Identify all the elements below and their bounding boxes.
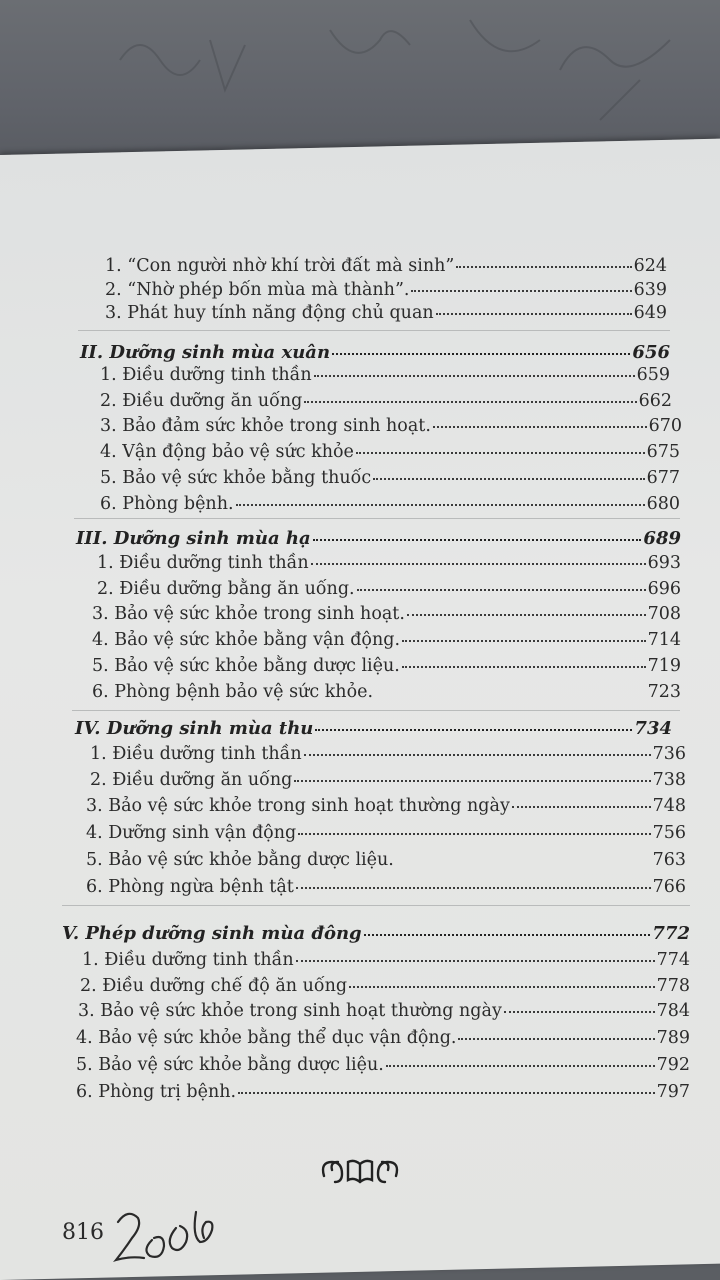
toc-entry-page: 738 — [652, 770, 686, 790]
section-divider — [74, 518, 680, 519]
toc-entry-label: 3. Bảo vệ sức khỏe trong sinh hoạt thường ngày — [86, 796, 510, 816]
toc-entry-label: 6. Phòng trị bệnh. — [76, 1082, 237, 1102]
leader-dots — [311, 563, 646, 565]
toc-entry — [92, 682, 681, 702]
toc-entry-label: 6. Phòng bệnh bảo vệ sức khỏe. — [92, 682, 374, 702]
toc-entry — [100, 442, 680, 462]
toc-entry — [100, 468, 680, 488]
toc-entry-page: 763 — [652, 850, 686, 870]
leader-dots — [364, 934, 651, 936]
leader-dots — [349, 986, 655, 988]
book-ornament-icon — [318, 1150, 402, 1190]
leader-dots — [396, 860, 651, 862]
toc-entry-page: 723 — [647, 682, 681, 702]
toc-section-heading — [62, 923, 690, 944]
toc-entry-page: 693 — [647, 553, 681, 573]
leader-dots — [304, 754, 651, 756]
leader-dots — [373, 478, 644, 480]
toc-entry-label: 6. Phòng ngừa bệnh tật — [86, 877, 294, 897]
toc-entry — [86, 850, 686, 870]
toc-entry — [105, 303, 667, 323]
toc-entry — [86, 877, 686, 897]
toc-entry-label: 1. Điều dưỡng tinh thần — [90, 744, 302, 764]
leader-dots — [236, 504, 645, 506]
section-page: 656 — [632, 342, 670, 363]
toc-entry-page: 659 — [636, 365, 670, 385]
toc-entry — [76, 1082, 690, 1102]
toc-entry-page: 680 — [646, 494, 680, 514]
toc-entry-page: 719 — [647, 656, 681, 676]
section-divider — [62, 905, 690, 906]
toc-entry — [97, 579, 681, 599]
toc-entry-page: 696 — [647, 579, 681, 599]
handwritten-note — [112, 1198, 232, 1268]
leader-dots — [456, 266, 631, 268]
leader-dots — [313, 539, 642, 541]
toc-entry-label: 5. Bảo vệ sức khỏe bằng thuốc — [100, 468, 372, 488]
page-number: 816 — [62, 1220, 104, 1245]
leader-dots — [294, 780, 650, 782]
toc-entry — [92, 630, 681, 650]
toc-entry-label: 2. Điều dưỡng bằng ăn uống. — [97, 579, 355, 599]
toc-entry-label: 3. Bảo vệ sức khỏe trong sinh hoạt. — [92, 604, 405, 624]
toc-entry-label: 1. Điều dưỡng tinh thần — [82, 950, 294, 970]
toc-entry — [105, 256, 667, 276]
toc-entry-page: 639 — [633, 280, 667, 300]
section-page: 734 — [634, 718, 672, 739]
toc-entry-page: 670 — [648, 416, 682, 436]
section-title: IV. Dưỡng sinh mùa thu — [75, 718, 314, 739]
toc-section-heading — [75, 718, 672, 739]
section-page: 772 — [652, 923, 690, 944]
section-title: III. Dưỡng sinh mùa hạ — [76, 528, 311, 549]
toc-entry-label: 4. Dưỡng sinh vận động — [86, 823, 297, 843]
toc-entry-label: 3. Phát huy tính năng động chủ quan — [105, 303, 434, 323]
toc-entry-label: 2. Điều dưỡng ăn uống — [100, 391, 303, 411]
leader-dots — [315, 729, 632, 731]
toc-entry-label: 2. Điều dưỡng ăn uống — [90, 770, 293, 790]
toc-entry — [86, 823, 686, 843]
leader-dots — [357, 589, 646, 591]
section-page: 689 — [643, 528, 681, 549]
toc-entry-page: 736 — [652, 744, 686, 764]
leader-dots — [504, 1011, 655, 1013]
toc-entry-page: 708 — [647, 604, 681, 624]
toc-entry-page: 774 — [656, 950, 690, 970]
toc-entry-page: 756 — [652, 823, 686, 843]
toc-entry-page: 748 — [652, 796, 686, 816]
toc-entry — [100, 494, 680, 514]
toc-entry — [76, 1055, 690, 1075]
toc-entry-page: 624 — [633, 256, 667, 276]
toc-entry-label: 4. Bảo vệ sức khỏe bằng vận động. — [92, 630, 401, 650]
leader-dots — [304, 401, 636, 403]
toc-entry-page: 784 — [656, 1001, 690, 1021]
leader-dots — [298, 833, 650, 835]
toc-section-heading — [80, 342, 670, 363]
toc-entry-page: 649 — [633, 303, 667, 323]
leader-dots — [238, 1092, 654, 1094]
toc-entry-label: 3. Bảo đảm sức khỏe trong sinh hoạt. — [100, 416, 431, 436]
toc-entry-label: 1. “Con người nhờ khí trời đất mà sinh” — [105, 256, 455, 276]
toc-entry — [100, 416, 682, 436]
toc-entry-page: 778 — [656, 976, 690, 996]
toc-entry — [97, 553, 681, 573]
toc-entry — [86, 796, 686, 816]
toc-entry-page: 792 — [656, 1055, 690, 1075]
leader-dots — [433, 426, 647, 428]
section-divider — [78, 330, 670, 331]
toc-entry-label: 4. Bảo vệ sức khỏe bằng thể dục vận động. — [76, 1028, 457, 1048]
leader-dots — [375, 692, 646, 694]
toc-entry-page: 714 — [647, 630, 681, 650]
toc-entry-page: 789 — [656, 1028, 690, 1048]
toc-entry-label: 2. “Nhờ phép bốn mùa mà thành”. — [105, 280, 410, 300]
leader-dots — [436, 313, 632, 315]
toc-entry-label: 5. Bảo vệ sức khỏe bằng dược liệu. — [86, 850, 394, 870]
leader-dots — [402, 666, 646, 668]
toc-entry — [90, 770, 686, 790]
toc-section-heading — [76, 528, 681, 549]
toc-entry-label: 1. Điều dưỡng tinh thần — [100, 365, 312, 385]
toc-entry — [82, 950, 690, 970]
leader-dots — [314, 375, 635, 377]
leader-dots — [296, 887, 651, 889]
toc-entry-page: 675 — [646, 442, 680, 462]
toc-entry-label: 6. Phòng bệnh. — [100, 494, 234, 514]
leader-dots — [407, 614, 646, 616]
toc-entry — [100, 391, 672, 411]
toc-entry-page: 766 — [652, 877, 686, 897]
toc-entry-label: 5. Bảo vệ sức khỏe bằng dược liệu. — [76, 1055, 384, 1075]
toc-entry-page: 662 — [638, 391, 672, 411]
toc-entry-label: 1. Điều dưỡng tinh thần — [97, 553, 309, 573]
leader-dots — [512, 806, 651, 808]
leader-dots — [411, 290, 631, 292]
toc-entry-label: 5. Bảo vệ sức khỏe bằng dược liệu. — [92, 656, 400, 676]
section-title: V. Phép dưỡng sinh mùa đông — [62, 923, 362, 944]
toc-entry — [100, 365, 670, 385]
leader-dots — [386, 1065, 655, 1067]
section-divider — [72, 710, 680, 711]
section-title: II. Dưỡng sinh mùa xuân — [80, 342, 331, 363]
toc-entry — [76, 1028, 690, 1048]
toc-entry — [105, 280, 667, 300]
leader-dots — [458, 1038, 654, 1040]
toc-entry — [90, 744, 686, 764]
toc-entry-label: 4. Vận động bảo vệ sức khỏe — [100, 442, 354, 462]
toc-entry-page: 677 — [646, 468, 680, 488]
toc-entry — [78, 1001, 690, 1021]
leader-dots — [296, 960, 655, 962]
toc-entry-label: 3. Bảo vệ sức khỏe trong sinh hoạt thường ngày — [78, 1001, 502, 1021]
leader-dots — [332, 353, 630, 355]
toc-entry — [92, 604, 681, 624]
toc-entry — [92, 656, 681, 676]
toc-entry — [80, 976, 690, 996]
leader-dots — [402, 640, 646, 642]
toc-entry-label: 2. Điều dưỡng chế độ ăn uống — [80, 976, 348, 996]
toc-entry-page: 797 — [656, 1082, 690, 1102]
leader-dots — [356, 452, 645, 454]
